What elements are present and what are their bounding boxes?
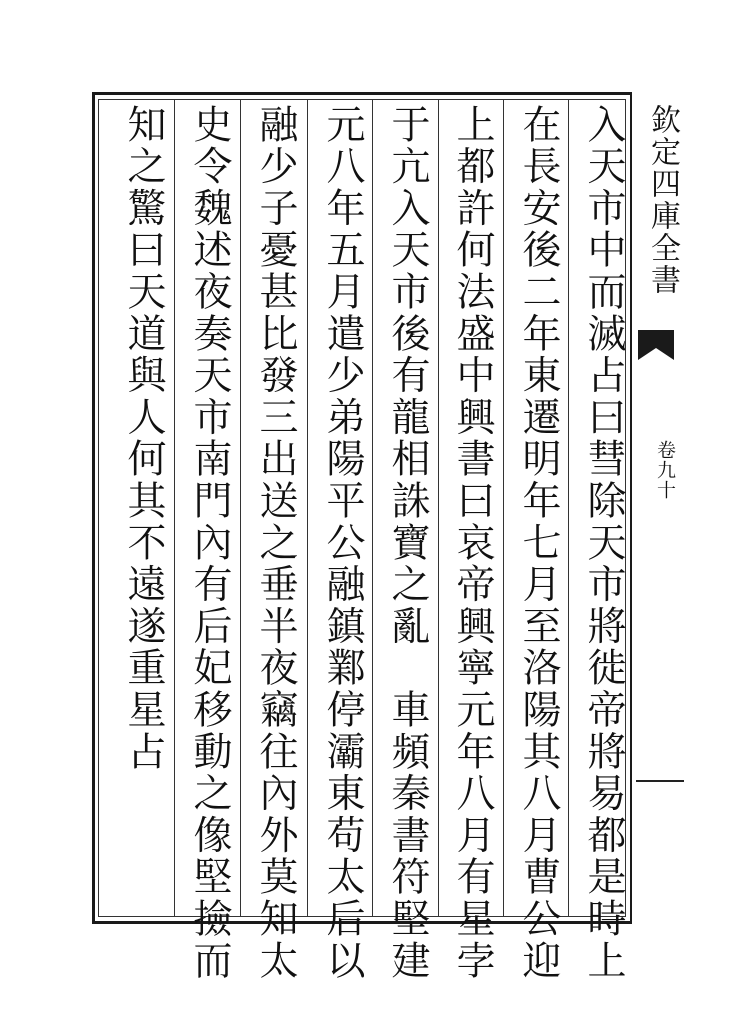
column-rule [438, 100, 439, 916]
text-column-1: 入天市中而滅占曰彗除天市將徙帝將易都是時上 [581, 104, 626, 982]
book-title: 欽定四庫全書 [645, 104, 680, 296]
column-rule [240, 100, 241, 916]
text-column-5: 元八年五月遣少弟陽平公融鎮鄴停灞東苟太后以 [320, 104, 365, 982]
text-column-8: 知之驚曰天道與人何其不遠遂重星占 [121, 104, 166, 773]
margin-tick [636, 780, 684, 782]
text-column-7: 史令魏述夜奏天市南門內有后妃移動之像堅撿而 [187, 104, 232, 982]
volume-label: 卷九十 [654, 440, 676, 500]
column-rule [503, 100, 504, 916]
fishtail-mark-icon [636, 328, 676, 362]
text-column-2: 在長安後二年東遷明年七月至洛陽其八月曹公迎 [516, 104, 561, 982]
text-column-4: 于亢入天市後有龍相誅寶之亂 車頻秦書符堅建 [385, 104, 430, 982]
text-column-3: 上都許何法盛中興書曰哀帝興寧元年八月有星孛 [450, 104, 495, 982]
column-rule [307, 100, 308, 916]
column-rule [174, 100, 175, 916]
text-column-6: 融少子憂甚比發三出送之垂半夜竊往內外莫知太 [253, 104, 298, 982]
